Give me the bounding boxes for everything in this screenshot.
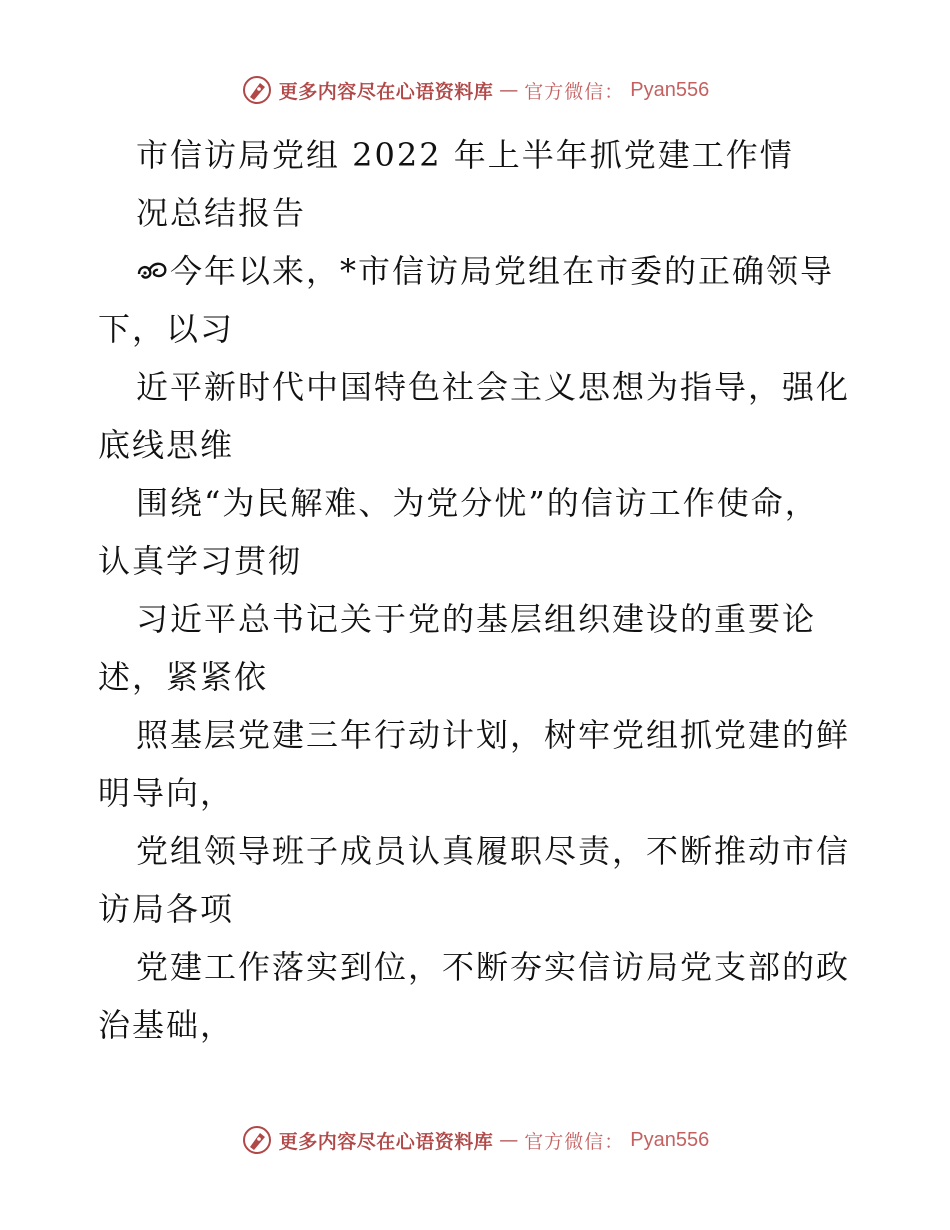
paragraph-line-8: 述，紧紧依 bbox=[98, 658, 269, 696]
document-body bbox=[98, 126, 858, 1054]
pen-nib-logo-icon bbox=[241, 1124, 273, 1156]
watermark-label: 官方微信： bbox=[524, 1130, 625, 1153]
paragraph-line-14: 治基础， bbox=[98, 1006, 235, 1044]
watermark-promo-text: 更多内容尽在心语资料库 bbox=[278, 80, 494, 103]
header-watermark bbox=[0, 72, 950, 108]
paragraph-line-4: 底线思维 bbox=[98, 426, 235, 464]
paragraph-text: 今年以来，*市信访局党组在市委的正确领导 bbox=[170, 252, 835, 290]
paragraph-line-13: 党建工作落实到位，不断夯实信访局党支部的政 bbox=[136, 948, 851, 986]
paragraph-line-11: 党组领导班子成员认真履职尽责，不断推动市信 bbox=[136, 832, 851, 870]
pen-nib-logo-icon bbox=[241, 74, 273, 106]
paragraph-line-9: 照基层党建三年行动计划，树牢党组抓党建的鲜 bbox=[136, 716, 851, 754]
paragraph-line-2: 下，以习 bbox=[98, 310, 235, 348]
paragraph-line-10: 明导向， bbox=[98, 774, 235, 812]
paragraph-line-7: 习近平总书记关于党的基层组织建设的重要论 bbox=[136, 600, 817, 638]
paragraph-line-5: 围绕“为民解难、为党分忧”的信访工作使命， bbox=[136, 484, 819, 522]
watermark-wechat-id: Pyan556 bbox=[630, 1128, 710, 1151]
watermark-dash: — bbox=[499, 1129, 519, 1151]
paragraph-line-1 bbox=[98, 242, 858, 300]
floral-heart-icon bbox=[136, 256, 170, 286]
watermark-wechat-id: Pyan556 bbox=[630, 78, 710, 101]
paragraph-line-12: 访局各项 bbox=[98, 890, 235, 928]
paragraph-line-3: 近平新时代中国特色社会主义思想为指导，强化 bbox=[136, 368, 851, 406]
footer-watermark bbox=[0, 1122, 950, 1158]
watermark-label: 官方微信： bbox=[524, 80, 625, 103]
document-title-line-2: 况总结报告 bbox=[136, 194, 307, 232]
paragraph-line-6: 认真学习贯彻 bbox=[98, 542, 303, 580]
watermark-promo-text: 更多内容尽在心语资料库 bbox=[278, 1130, 494, 1153]
document-title-line-1: 市信访局党组 2022 年上半年抓党建工作情 bbox=[136, 136, 794, 174]
watermark-dash: — bbox=[499, 79, 519, 101]
